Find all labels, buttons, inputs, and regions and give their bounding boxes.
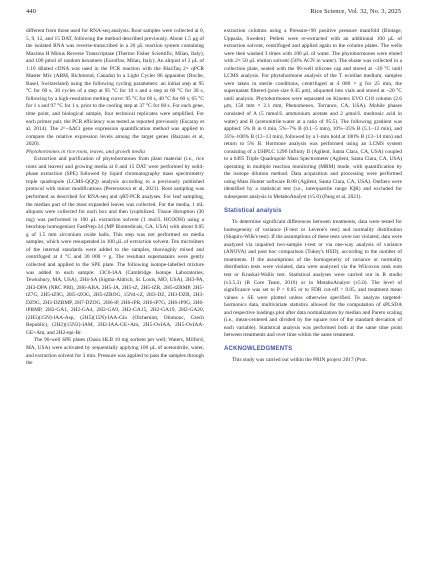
- methods-paragraph-spe: The 96-well SPE plates (Oasis HLB 10 mg sorbent per well; Waters, Milford, MA, USA) were activated by sequentially applying 100 μL of acetonitrile, water, and extraction solvent for 3 min. Pressure was applied to pass the samples through the: [26, 337, 204, 367]
- methods-paragraph-extraction: Extraction and purification of phytohormones from plant material (i.e., rice roots and leaves) and growing media at 0 and 15 DAT were performed by solid-phase extraction (SPE) followed by liquid chromatography mass spectrometry triple quadrupole (LCMS-QQQ) analysis according to a previously published protocol with minor modifications (Pererostova et al, 2021). Root sampling was performed as described for RNA-seq and qRT-PCR analyses. For leaf sampling, the median part of the most expanded leaves was collected. For the media, 1 mL aliquots were collected for each box and then lyophilized. Tissue disruption (30 mg) was performed in 100 μL extraction solvent (1 mol/L HCOOH) using a benchtop homogenizer FastPrep-24 (MP Biomedicals, CA, USA) with about 0.05 g of 1.5 mm zirconium oxide balls. This step was not performed on media samples, which were resuspended in 100 μL of extraction solvent. Ten microliters of the internal standards were added to the samples, thoroughly mixed and centrifuged at 4 °C and 30 000 × g. The resultant supernatants were gently collected and applied to the SPE plate. The following isotope-labelled mixture was added to each sample: 13C6-IAA (Cambridge Isotope Laboratories, Tewksbury, MA, USA), 2H4-SA (Sigma-Aldrich, St. Louis, MO, USA), 2H3-PA, 2H3-DPA (NRC PBI), 2H6-ABA, 2H5-JA, 2H5-tZ, 2H5-tZR, 2H5-tZRMP, 2H5-tZ7G, 2H5-tZ9G, 2H5-tZOG, 2H5-tZROG, 15N4-cZ, 2H3-DZ, 2H3-DZR, 2H3-DZ9G, 2H3-DZRMP, 2H7-DZOG, 2H6-iP, 2H6-iPR, 2H6-iP7G, 2H6-iP9G, 2H6-iPRMP, 2H2-GA1, 2H2-GA4, 2H2-GA9, 2H2-GA15, 2H2-GA19, 2H2-GA20, (2H5)(15N)-IAA-Asp, (2H5)(15N)-IAA-Glu (Olchemim, Olomouc, Czech Republic), (2H2)(15N2)-IAM, 2H2-IAA-GE+Am, 2H5-OxIAA, 2H5-OxIAA-GE+Am, and 2H2-epi-Br.: [26, 156, 204, 336]
- right-column: [224, 28, 402, 556]
- methods-paragraph-qpcr: different from those used for RNA-seq analysis. Root samples were collected at 0, 5, 9, 12, and 15 DAT, following the method described previously. About 1.5 μg of the isolated RNA was reverse-transcribed in a 20 μL reaction system containing Maxima H Minus Reverse Transcriptase (Thermo Fisher Scientific, Milan, Italy), and 100 pmol of random hexamers (Eurofins, Milan, Italy). An aliquot of 2 μL of 1:10 diluted cDNA was used in the PCR reaction with the BlasTaq 2× qPCR Master Mix (ABM, Richmond, Canada) in a Light Cycler 86 apparatus (Roche, Basel, Switzerland) using the following cycling parameters: an initial step at 95 °C for 60 s, 30 cycles of a step at 95 °C for 10 s and a step at 60 °C for 30 s, following by a high-resolution melting curve: 95 °C for 60 s, 40 °C for 60 s; 65 °C for 1 s and 97 °C for 1 s, prior to the cooling step at 37 °C for 60 s. For each gene, time point, and biological sample, four technical replicates were amplified. For each primer pair, the PCR efficiency was tested as reported previously (Escaray et al, 2014). The 2^−ΔΔCt gene expression quantification method was applied to compare the relative expression levels among the target genes (Bazzani et al, 2020).: [26, 28, 204, 148]
- page-header: [26, 6, 401, 18]
- section-heading-acknowledgments: ACKNOWLEDGMENTS: [224, 345, 293, 352]
- left-column: [26, 28, 204, 556]
- journal-citation: Rice Science, Vol. 32, No. 3, 2025: [310, 8, 401, 15]
- acknowledgments-paragraph: This study was carried out within the PRIN project 2017 (Prot.: [232, 357, 368, 364]
- subsection-heading-phytohormones: Phytohormones in rice roots, leaves, and growth media: [26, 148, 145, 155]
- methods-paragraph-lcms: extraction columns using a Pressure+96 positive pressure manifold (Biotage, Uppsala, Sweden). Pellets were re-extracted with an additional 100 μL of extraction solvent, centrifuged and applied again to the column plates. The wells were then washed 3 times with 100 μL of water. The phytohormones were eluted with 2× 50 μL elution solvent (50% ACN in water). The eluate was collected in a collection plate, sealed with the 96-well silicone cap and stored at −20 °C until LCMS analysis. For phytohormone analysis of the T. ecolilae medium, samples were taken in sterile conditions, centrifuged at 4 000 × g for 25 min, the supernatant filtered (pore size 0.45 μm), aliquoted into vials and stored at −20 °C until analysis. Phytohormones were separated on Kinetex EVO C18 column (2.6 μm, 150 mm × 2.1 mm, Phenomenex, Torrance, CA, USA). Mobile phases consisted of A (5 mmol/L ammonium acetate and 2 μmol/L medronic acid in water) and B (acetonitrile:water at a ratio of 95:5). The following gradient was applied: 5% B in 0 min, 5%–7% B (0.1−5 min), 10%–35% B (5.1−12 min), and 35%–100% B (13−13 min), followed by a 1-min hold at 100% B (13−14 min) and return to 5% B. Hormone analysis was performed using an LCMS system consisting of a UHPLC 1290 Infinity II (Agilent, Santa Clara, CA, USA) coupled to a 6495 Triple Quadrupole Mass Spectrometer (Agilent, Santa Clara, CA, USA) operating in multiple reaction monitoring (MRM) mode, with quantification by the isotope dilution method. Data acquisition and processing were performed using Mass Hunter software B.08 (Agilent, Santa Clara, CA, USA). Outliers were identified by a statistical test (i.e., interquartile range IQR) and excluded for subsequent analysis in MetaboAnalyst (v5.0) (Pang et al, 2021).: [224, 28, 402, 201]
- page-number: 440: [26, 8, 36, 15]
- methods-paragraph-statistics: To determine significant differences between treatments, data were tested for homogeneity of variance (F-test or Levene's test) and normality distribution (Shapiro-Wilk's test). If the assumptions of these tests were not violated, data were analyzed via unpaired two-sample t-test or via one-way analysis of variance (ANOVA) and post hoc comparison (Tukey's HSD), according to the number of treatments. If the assumptions of the homogeneity of variance or normality distribution tests were violated, data were analyzed via the Wilcoxon rank sum test or Kruskal-Wallis test. Statistical analyses were carried out in R studio (v3.5.3) (R Core Team, 2016) or in MetaboAnalyst (v5.0). The level of significance was set to P < 0.05 or to FDR cut-off < 0.05, and treatment mean values ± SE were plotted unless otherwise specified. To analyze targeted-hormonics data, multivariate statistics allowed for the computation of sPLSDA and respective loadings plot after data normalization by median and Pareto scaling (i.e., mean-centered and divided by the square root of the standard deviation of each variable). Statistical analysis was performed both at the same time point between treatments and over time within the same treatment.: [224, 219, 402, 339]
- section-heading-statistical-analysis: Statistical analysis: [224, 207, 282, 214]
